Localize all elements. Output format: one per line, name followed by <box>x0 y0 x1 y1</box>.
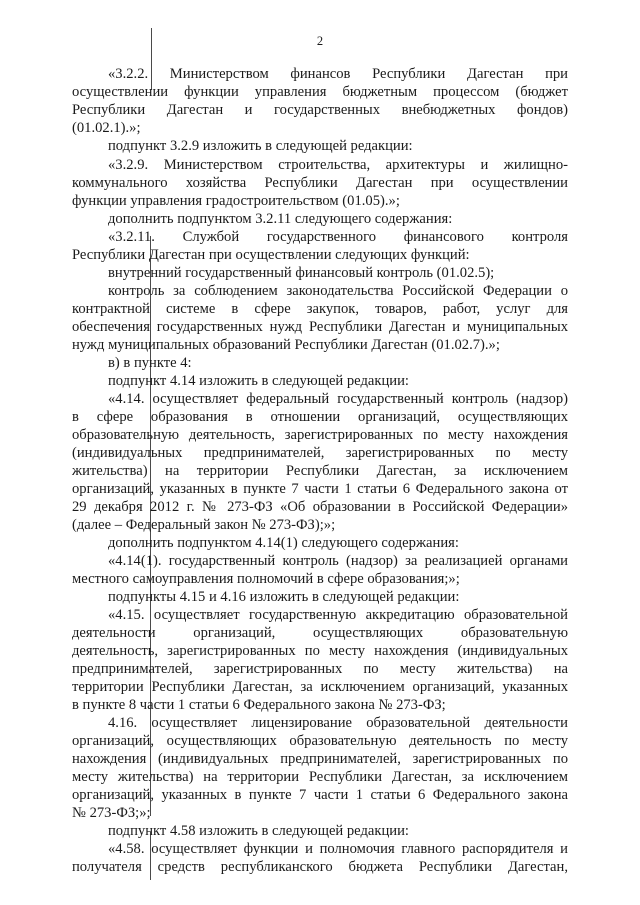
text-line: деятельности организаций, осуществляющих образовательную <box>72 625 568 641</box>
text-line: предпринимателей, зарегистрированных по месту жительства) на <box>72 661 568 677</box>
text-line: местного самоуправления полномочий в сфере образования;»; <box>72 571 460 587</box>
text-line: дополнить подпунктом 3.2.11 следующего содержания: <box>108 211 453 227</box>
text-line: нужд муниципальных образований Республики Дагестан (01.02.7).»; <box>72 337 500 353</box>
text-line: 29 декабря 2012 г. № 273-ФЗ «Об образовании в Российской Федерации» <box>72 499 568 515</box>
text-line: внутренний государственный финансовый контроль (01.02.5); <box>108 265 495 281</box>
text-line: «3.2.2. Министерством финансов Республики Дагестан при <box>108 66 568 82</box>
text-line: функции управления градостроительством (01.05).»; <box>72 193 400 209</box>
text-line: организаций, осуществляющих образовательную деятельность по месту <box>72 733 568 749</box>
text-line: нахождения (индивидуальных предпринимателей, зарегистрированных по <box>72 751 568 767</box>
text-line: контрактной системе в сфере закупок, товаров, работ, услуг для <box>72 301 568 317</box>
text-line: «4.58. осуществляет функции и полномочия главного распорядителя и <box>108 841 568 857</box>
text-line: организаций, указанных в пункте 7 части 1 статьи 6 Федерального закона от <box>72 481 568 497</box>
text-line: территории Республики Дагестан, за исключением организаций, указанных <box>72 679 568 695</box>
text-line: в пункте 8 части 1 статьи 6 Федерального закона № 273-ФЗ; <box>72 697 446 713</box>
text-line: «4.14(1). государственный контроль (надзор) за реализацией органами <box>108 553 568 569</box>
text-line: контроль за соблюдением законодательства Российской Федерации о <box>108 283 568 299</box>
text-line: «3.2.9. Министерством строительства, архитектуры и жилищно- <box>108 157 568 173</box>
text-line: организаций, указанных в пункте 7 части 1 статьи 6 Федерального закона <box>72 787 568 803</box>
text-line: Республики Дагестан и государственных внебюджетных фондов) <box>72 102 568 118</box>
text-line: получателя средств республиканского бюджета Республики Дагестан, <box>72 859 568 875</box>
text-line: подпункты 4.15 и 4.16 изложить в следующей редакции: <box>108 589 460 605</box>
text-line: «4.15. осуществляет государственную аккредитацию образовательной <box>108 607 568 623</box>
text-line: (индивидуальных предпринимателей, зарегистрированных по месту <box>72 445 568 461</box>
text-line: 4.16. осуществляет лицензирование образовательной деятельности <box>108 715 568 731</box>
text-line: подпункт 4.58 изложить в следующей редакции: <box>108 823 409 839</box>
text-line: Республики Дагестан при осуществлении следующих функций: <box>72 247 470 263</box>
text-line: коммунального хозяйства Республики Дагестан при осуществлении <box>72 175 568 191</box>
page-number: 2 <box>316 34 324 48</box>
text-line: № 273-ФЗ;»; <box>72 805 151 821</box>
text-line: «3.2.11. Службой государственного финансового контроля <box>108 229 568 245</box>
text-line: обеспечения государственных нужд Республики Дагестан и муниципальных <box>72 319 568 335</box>
text-line: подпункт 4.14 изложить в следующей редакции: <box>108 373 409 389</box>
text-line: (далее – Федеральный закон № 273-ФЗ);»; <box>72 517 336 533</box>
text-line: в сфере образования в отношении организаций, осуществляющих <box>72 409 568 425</box>
text-line: образовательную деятельность, зарегистрированных по месту нахождения <box>72 427 568 443</box>
text-line: дополнить подпунктом 4.14(1) следующего содержания: <box>108 535 459 551</box>
text-line: «4.14. осуществляет федеральный государственный контроль (надзор) <box>108 391 568 407</box>
text-line: в) в пункте 4: <box>108 355 192 371</box>
text-line: осуществлении функции управления бюджетным процессом (бюджет <box>72 84 568 100</box>
text-line: деятельность, зарегистрированных по месту нахождения (индивидуальных <box>72 643 568 659</box>
text-line: жительства) на территории Республики Дагестан, за исключением <box>72 463 568 479</box>
text-line: месту жительства) на территории Республики Дагестан, за исключением <box>72 769 568 785</box>
text-line: (01.02.1).»; <box>72 120 141 136</box>
text-line: подпункт 3.2.9 изложить в следующей редакции: <box>108 138 413 154</box>
